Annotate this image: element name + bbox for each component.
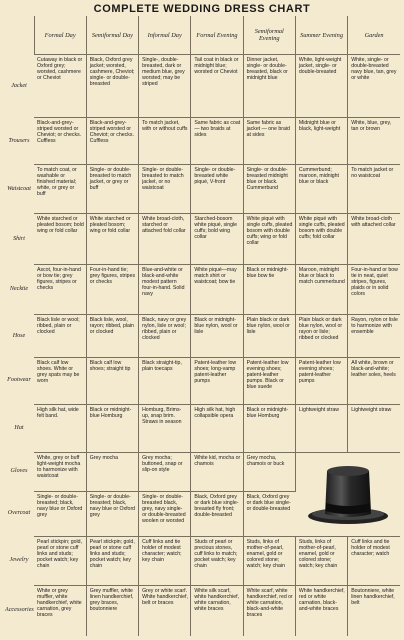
table-cell: Midnight blue or black, light-weight — [295, 118, 347, 164]
row-label: Jacket — [11, 82, 27, 89]
table-cell: White piqué with single cuffs, pleated bosom with double cuffs; wing or fold collar — [243, 214, 295, 265]
table-cell: Black or midnight-blue bow tie — [243, 265, 295, 315]
table-cell: White kid, mocha or chamois — [191, 453, 243, 491]
table-cell: Patent-leather low evening shoes; patent-leather pumps. Black or blue suede — [243, 358, 295, 404]
table-row — [4, 164, 400, 214]
row-label: Footwear — [7, 377, 31, 384]
table-cell: Same fabric as jacket — one braid at sides — [243, 118, 295, 164]
table-cell: Lightweight straw — [348, 404, 400, 453]
row-label: Waistcoat — [7, 185, 31, 192]
table-cell: Black or midnight-blue Homburg — [243, 404, 295, 453]
table-cell: Black calf low shoes; straight tip — [86, 358, 138, 404]
table-cell: High silk hat, wide felt band. — [34, 404, 86, 453]
table-cell: White, light-weight jacket, single- or double-breasted — [295, 55, 347, 118]
table-cell: White handkerchief, red or white carnation, black-and-white braces — [295, 585, 347, 636]
table-cell: Plain black or dark blue nylon, wool or lisle — [243, 315, 295, 358]
table-cell: Same fabric as coat — two braids at sides — [191, 118, 243, 164]
table-cell: White piqué—may match shirt or waistcoat; bow tie — [191, 265, 243, 315]
row-label: Overcoat — [7, 510, 31, 517]
table-row — [4, 585, 400, 636]
table-row — [4, 358, 400, 404]
column-header: Garden — [364, 31, 384, 39]
table-cell: Single- or double-breasted; black, navy blue or Oxford grey — [34, 491, 86, 536]
table-cell: White starched or pleated bosom; bold wing or fold collar — [34, 214, 86, 265]
table-cell: Boutonniere, white linen handkerchief, belt — [348, 585, 400, 636]
table-cell: Grey mocha; buttoned, snap or slip-on style — [139, 453, 191, 491]
table-cell: Studs of pearl or precious stones, cuff links to match; pocket watch; key chain — [191, 536, 243, 585]
table-cell: White or grey muffler, white handkerchief, white carnation, grey braces — [34, 585, 86, 636]
row-label: Jewelry — [9, 557, 29, 564]
table-cell: Single- or double-breasted to match jacket, or grey or buff — [86, 164, 138, 214]
table-cell: To match jacket, with or without cuffs — [139, 118, 191, 164]
column-header: Informal Day — [139, 16, 191, 55]
column-header-row — [4, 16, 400, 55]
table-cell: Black lisle, wool, rayon; ribbed, plain or clocked — [86, 315, 138, 358]
table-cell: Grey or white scarf. White handkerchief, belt or braces — [139, 585, 191, 636]
table-row — [4, 214, 400, 265]
table-cell: Lightweight straw — [295, 404, 347, 453]
table-cell: Cuff links and tie holder of modest character; watch; key chain — [139, 536, 191, 585]
column-header: Semiformal Evening — [243, 16, 295, 55]
table-cell: Black-and-grey-striped worsted or Cheviot; or checks. Cuffless — [34, 118, 86, 164]
table-cell: To match coat, or washable or finished material; white, or grey or buff — [34, 164, 86, 214]
table-cell: Plain black or dark blue nylon, wool or rayon or lisle; ribbed or clocked — [295, 315, 347, 358]
table-cell: Single- or double-breasted white piqué, V-front — [191, 164, 243, 214]
table-cell: White silk scarf, white handkerchief, white carnation, white braces — [191, 585, 243, 636]
table-cell: Pearl stickpin; gold, pearl or stone cuff links and studs; pocket watch; key chain — [86, 536, 138, 585]
table-cell: High silk hat, high collapsible opera — [191, 404, 243, 453]
table-cell: White broad-cloth, starched or attached fold collar — [139, 214, 191, 265]
column-header: Semiformal Day — [86, 16, 138, 55]
table-cell: White scarf, white handkerchief, red or white carnation, black-and-white braces — [243, 585, 295, 636]
table-row — [4, 536, 400, 585]
table-cell: Blue-and-white or black-and-white modest pattern four-in-hand. Solid navy — [139, 265, 191, 315]
top-hat-illustration-cell — [295, 453, 400, 537]
table-cell: White broad-cloth with attached collar — [348, 214, 400, 265]
table-cell: Homburg, Brims-up, snap brim. Straws in season — [139, 404, 191, 453]
table-cell: Tail coat in black or midnight blue; worsted or Cheviot — [191, 55, 243, 118]
table-cell: Black or midnight-blue nylon, wool or lisle — [191, 315, 243, 358]
table-cell: Dinner jacket, single- or double-breasted, black or midnight blue — [243, 55, 295, 118]
table-cell: Patent-leather low shoes; long-vamp patent-leather pumps — [191, 358, 243, 404]
row-label: Accessories — [5, 607, 34, 613]
table-cell: Cutaway in black or Oxford grey; worsted, cashmere or Cheviot — [34, 55, 86, 118]
table-cell: Rayon, nylon or lisle to harmonize with ensemble — [348, 315, 400, 358]
table-cell: Single- or double-breasted to match jacket, or no waistcoat — [139, 164, 191, 214]
table-cell: Grey mocha, chamois or buck — [243, 453, 295, 491]
table-row — [4, 404, 400, 453]
table-cell: Black, Oxford grey or dark blue single- or double-breasted — [243, 491, 295, 536]
row-label: Trousers — [8, 137, 30, 144]
dress-chart-table — [4, 16, 400, 636]
table-cell: Black calf low shoes. White or grey spats may be worn — [34, 358, 86, 404]
column-header: Summer Evening — [295, 16, 347, 55]
column-header: Formal Evening — [191, 16, 243, 55]
table-row — [4, 118, 400, 164]
table-cell: Single-, double-breasted, dark or medium blue, grey worsted; may be striped — [139, 55, 191, 118]
table-cell: Black, navy or grey nylon, lisle or wool; ribbed, plain or clocked — [139, 315, 191, 358]
table-row — [4, 55, 400, 118]
table-cell: Grey muffler, white linen handkerchief, grey braces, boutonniere — [86, 585, 138, 636]
table-cell: Four-in-hand or bow tie in neat, quiet stripes, figures, plaids or in solid colors — [348, 265, 400, 315]
table-cell: White, blue, grey, tan or brown — [348, 118, 400, 164]
table-cell: All white, brown or black-and-white; leather soles, heels — [348, 358, 400, 404]
table-cell: To match jacket or no waistcoat — [348, 164, 400, 214]
table-cell: Black, Oxford grey jacket; worsted, cashmere, Cheviot; single- or double-breasted — [86, 55, 138, 118]
table-cell: Black-and-grey-striped worsted or Cheviot; or checks. Cuffless — [86, 118, 138, 164]
table-cell: Four-in-hand tie; grey figures, stripes or checks — [86, 265, 138, 315]
table-cell: White starched or pleated bosom; wing or fold collar — [86, 214, 138, 265]
row-label: Shirt — [13, 235, 25, 242]
table-row — [4, 315, 400, 358]
table-cell: White, grey or buff light-weight mocha to harmonize with waistcoat — [34, 453, 86, 491]
table-cell: Maroon, midnight blue or black to match cummerbund — [295, 265, 347, 315]
table-cell: Single- or double-breasted; black, navy blue or Oxford grey — [86, 491, 138, 536]
table-cell: Pearl stickpin; gold, pearl or stone cuff links and studs; pocket watch; key chain — [34, 536, 86, 585]
row-label: Hose — [12, 332, 26, 339]
table-cell: Black lisle or wool; ribbed, plain or clocked — [34, 315, 86, 358]
table-row — [4, 453, 400, 491]
chart-title: COMPLETE WEDDING DRESS CHART — [93, 3, 311, 15]
table-cell: Ascot, four-in-hand or bow tie; grey figures, stripes or checks — [34, 265, 86, 315]
row-label: Gloves — [10, 468, 28, 475]
table-cell: Studs, links of mother-of-pearl, enamel, gold or colored stone; watch; key chain — [295, 536, 347, 585]
corner-cell — [4, 16, 34, 55]
table-cell: Studs, links of mother-of-pearl, enamel, gold or colored stone; watch; key chain — [243, 536, 295, 585]
table-cell: Starched-bosom white piqué, single cuffs; bold wing collar — [191, 214, 243, 265]
table-cell: Black, Oxford grey or dark blue single-breasted fly front; double-breasted — [191, 491, 243, 536]
table-cell: Single- or double-breasted midnight blue or black. Cummerbund — [243, 164, 295, 214]
top-hat-icon — [296, 459, 400, 529]
table-cell: Cuff links and tie holder of modest character; watch — [348, 536, 400, 585]
table-cell: Black straight-tip, plain toecaps — [139, 358, 191, 404]
table-cell: White piqué with single cuffs, pleated bosom with double cuffs; fold collar — [295, 214, 347, 265]
row-label: Necktie — [9, 286, 29, 293]
table-cell: Cummerbund; maroon, midnight blue or black — [295, 164, 347, 214]
table-cell: Patent-leather low evening shoes; patent-leather pumps — [295, 358, 347, 404]
row-label: Hat — [14, 424, 24, 431]
table-cell: Single- or double-breasted black, grey, navy single- or double-breasted woolen or worsted — [139, 491, 191, 536]
column-header: Formal Day — [34, 16, 86, 55]
table-cell: Grey mocha — [86, 453, 138, 491]
table-row — [4, 265, 400, 315]
table-cell: White, single- or double-breasted navy blue, tan, grey or white — [348, 55, 400, 118]
table-cell: Black or midnight-blue Homburg — [86, 404, 138, 453]
